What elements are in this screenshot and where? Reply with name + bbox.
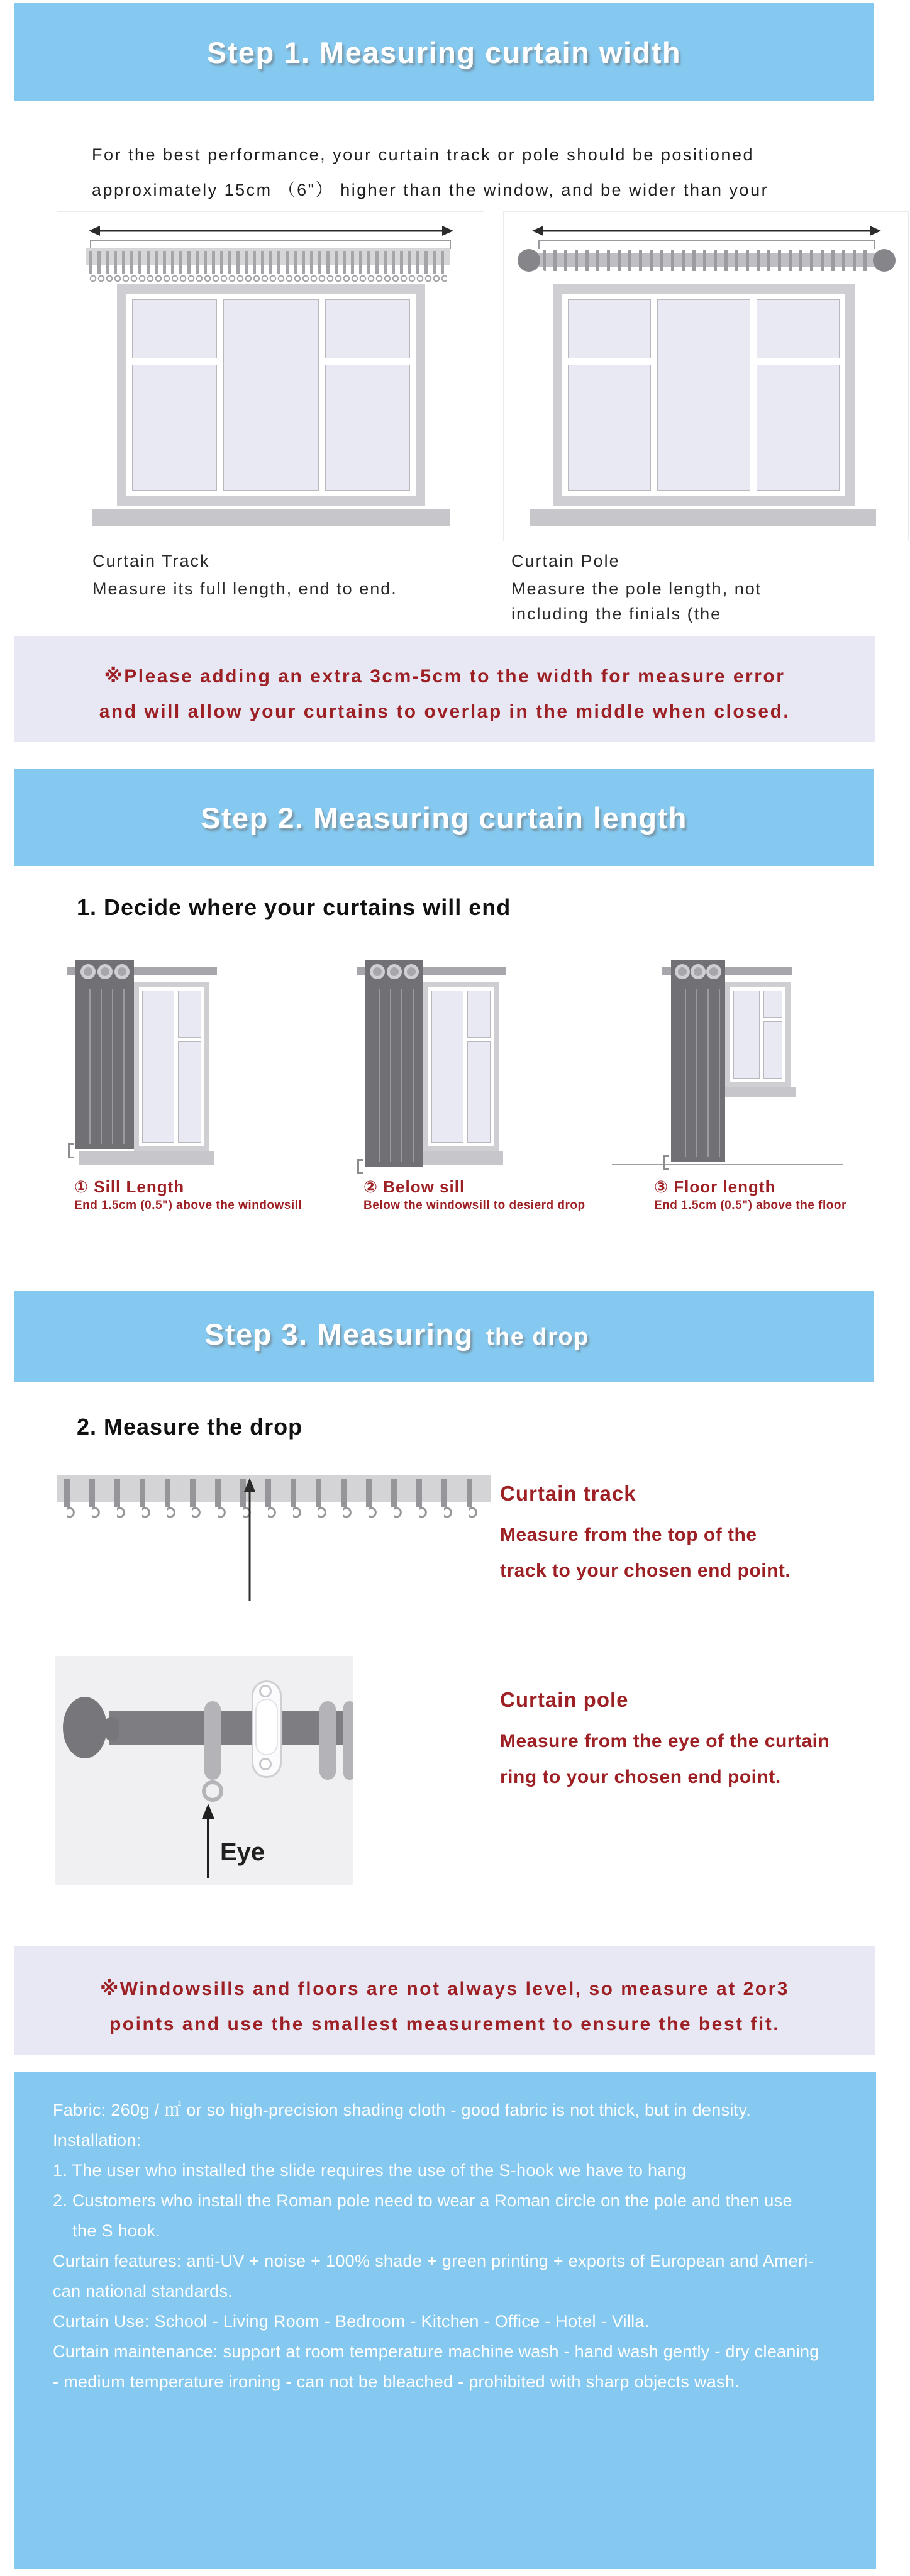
windowsill [92,509,450,526]
measure-mark [68,1143,74,1158]
window-pane [178,1041,201,1143]
detail-line: can national standards. [53,2282,233,2301]
window-pane [325,299,410,358]
step2-title: Step 2. Measuring curtain length [201,801,687,835]
pole-caption-line1: Measure the pole length, not [511,579,762,598]
window-pane [763,991,782,1018]
level-notice-line1: ※Windowsills and floors are not always level, so measure at 2or3 [100,1979,789,1999]
windowsill [530,509,876,526]
window-right-column [757,299,840,491]
window-pane [763,1021,782,1079]
window-illustration-small [134,982,209,1151]
pole-bar [109,1711,353,1745]
curtain-panel [75,960,134,1149]
pole-finial-right [873,249,896,272]
pole-ring-ticks [543,250,870,271]
curtain-ring [204,1701,221,1780]
pole-drop-desc: Measure from the eye of the curtain ring to your chosen end point. [500,1731,830,1787]
grommet-icon [675,964,690,979]
step1-header [14,3,874,101]
step3-title-sub: the drop [486,1324,589,1350]
detail-line: 2. Customers who install the Roman pole need to wear a Roman circle on the pole and then use [53,2191,792,2210]
window-right-column [178,991,201,1143]
window-illustration-small [423,982,499,1151]
window-pane [467,1041,491,1143]
bracket-screw [259,1685,272,1697]
detail-line: 1. The user who installed the slide requires the use of the S-hook we have to hang [53,2161,687,2180]
window-pane [325,365,410,491]
option1-num: ① [74,1177,89,1196]
track-caption [92,548,482,601]
step3-title-main: Step 3. Measuring [204,1318,474,1351]
window-left-column [733,991,760,1079]
window-pane [223,299,318,491]
detail-line: Installation: [53,2131,141,2150]
track-glider-rings [67,1507,487,1519]
option2-desc: Below the windowsill to desierd drop [363,1199,585,1212]
window-pane [733,991,760,1079]
window-left-column [568,299,651,491]
width-arrow-icon [89,224,453,238]
curtain-folds [675,989,721,1157]
window-pane [568,365,651,491]
bracket-screw [259,1758,272,1770]
window-illustration [117,284,425,506]
window-pane [467,991,491,1038]
pole-caption-line2: including the finials (the [511,604,722,623]
window-left-column [142,991,174,1143]
curtain-pole-closeup [55,1656,353,1885]
window-pane [178,991,201,1038]
curtain-track-diagram [57,211,484,541]
track-caption-title: Curtain Track [92,552,210,570]
grommet-icon [370,964,385,979]
step1-intro [92,137,872,208]
detail-line: Curtain maintenance: support at room temperature machine wash - hand wash gently - dry cleaning [53,2342,819,2361]
drop-arrow-icon [241,1478,258,1601]
curtain-panel [671,960,725,1162]
track-caption-line1: Measure its full length, end to end. [92,579,397,598]
grommet-icon [706,964,721,979]
track-drop-desc: Measure from the top of the track to your chosen end point. [500,1524,791,1581]
window-left-column [132,299,217,491]
level-notice [14,1946,875,2055]
option2-label: Below sill [383,1177,465,1196]
step1-title: Step 1. Measuring curtain width [206,35,682,69]
detail-line: Curtain Use: School - Living Room - Bedroom - Kitchen - Office - Hotel - Villa. [53,2312,650,2331]
window-center-column [223,299,318,491]
window-pane [757,299,840,358]
option3-label: Floor length [674,1177,776,1196]
grommet-icon [114,964,130,979]
pole-caption [511,548,889,626]
window-pane [431,991,463,1143]
floor-line [612,1164,843,1165]
step3-subheading: 2. Measure the drop [77,1414,303,1440]
track-glider-stems [89,251,447,274]
grommet-icon [97,964,113,979]
width-arrow-icon [532,224,881,238]
detail-line: - medium temperature ironing - can not be bleached - prohibited with sharp objects wash. [53,2372,740,2391]
product-details [14,2072,876,2569]
grommet-icon [404,964,419,979]
pole-finial-left [518,249,540,272]
step3-header [14,1291,874,1382]
measure-bracket [538,240,875,248]
window-pane [132,299,217,358]
window-illustration [553,284,855,506]
measure-mark [663,1155,669,1170]
measure-bracket [90,240,451,248]
pole-caption-title: Curtain Pole [511,552,620,570]
option3-title [654,1177,775,1197]
curtain-ring [319,1701,336,1780]
window-pane [132,365,217,491]
option3-desc: End 1.5cm (0.5") above the floor [654,1199,846,1212]
option1-label: Sill Length [94,1177,185,1196]
window-right-column [325,299,410,491]
grommet-icon [80,964,96,979]
step1-intro-line1: For the best performance, your curtain track or pole should be positioned [92,145,754,164]
pole-drop-title: Curtain pole [500,1688,629,1711]
option1-desc: End 1.5cm (0.5") above the windowsill [74,1199,302,1212]
window-pane [142,991,174,1143]
pole-finial-neck [104,1717,119,1741]
track-glider-rings [89,274,447,284]
curtain-folds [79,989,130,1144]
grommet-icon [691,964,706,979]
window-pane [568,299,651,358]
width-notice-line2: and will allow your curtains to overlap in the middle when closed. [99,701,791,722]
option1-title [74,1177,184,1197]
window-left-column [431,991,463,1143]
detail-line: Fabric: 260g / ㎡ or so high-precision shading cloth - good fabric is not thick, but in density. [53,2101,752,2119]
window-right-column [467,991,491,1143]
option2-title [363,1177,465,1197]
step1-intro-line2: approximately 15cm （6"） higher than the window, and be wider than your [92,180,769,199]
window-illustration-small [725,982,791,1087]
measure-mark [357,1159,363,1174]
bracket-stem [255,1699,278,1755]
detail-line: the S hook. [53,2221,161,2240]
curtain-pole-diagram [503,211,909,541]
eye-label: Eye [220,1838,265,1866]
track-glider-stems [64,1479,487,1507]
width-notice-line1: ※Please adding an extra 3cm-5cm to the width for measure error [104,666,785,687]
step2-header [14,769,874,866]
eye-arrow-icon [200,1804,216,1878]
window-right-column [763,991,782,1079]
option3-num: ③ [654,1177,669,1196]
windowsill [725,1087,796,1097]
windowsill [79,1151,214,1165]
grommet-icon [387,964,402,979]
detail-line: Curtain features: anti-UV + noise + 100% shade + green printing + exports of European and Ameri- [53,2251,814,2270]
curtain-folds [369,989,419,1162]
width-notice [14,636,875,742]
track-drop-title: Curtain track [500,1482,636,1505]
window-pane [757,365,840,491]
window-pane [657,299,750,491]
option2-num: ② [363,1177,379,1196]
curtain-panel [365,960,423,1167]
ring-eye [202,1780,223,1802]
step2-subheading: 1. Decide where your curtains will end [77,894,511,920]
window-center-column [657,299,750,491]
curtain-ring [343,1701,353,1780]
level-notice-line2: points and use the smallest measurement to ensure the best fit. [109,2014,780,2035]
pole-finial-ball [63,1697,107,1758]
